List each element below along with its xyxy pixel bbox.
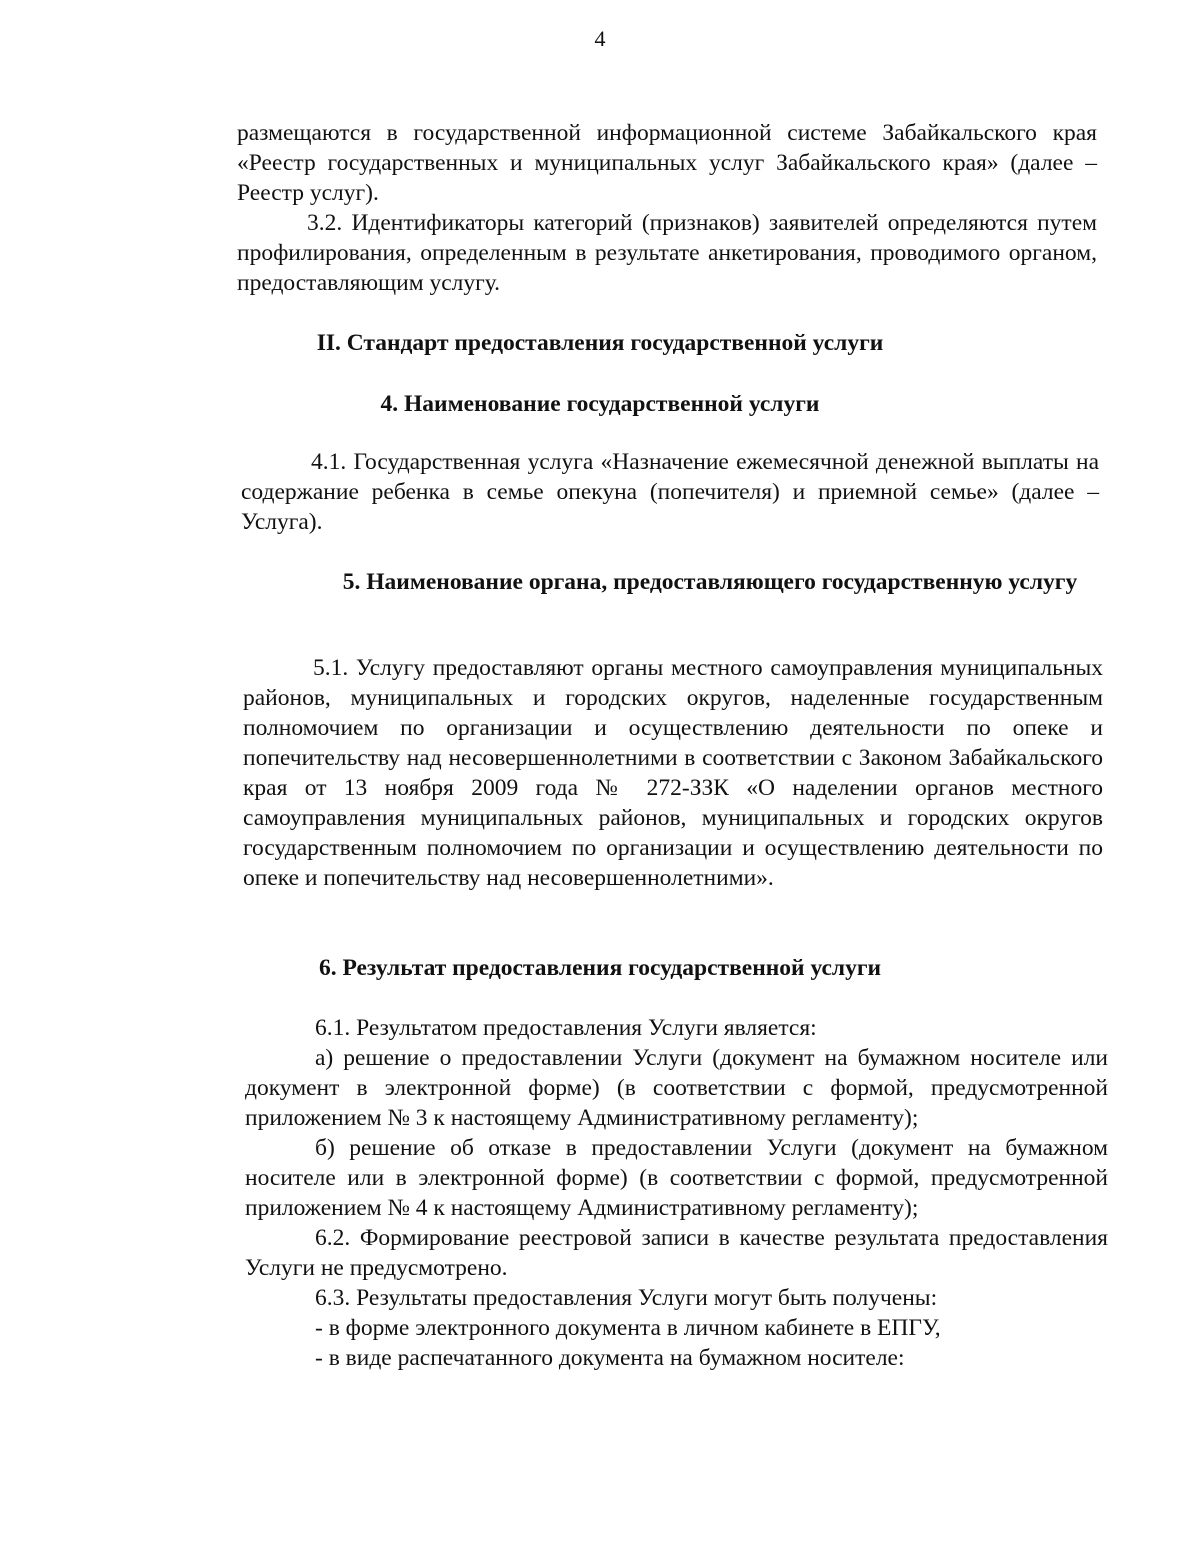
paragraph-6-3: 6.3. Результаты предоставления Услуги могут быть получены: <box>315 1285 938 1311</box>
paragraph-3-2: 3.2. Идентификаторы категорий (признаков) заявителей определяются путем профилирования, определенным в результате анкетирования, проводимого органом, предоставляющим услугу. <box>237 210 1097 296</box>
list-item-electronic: - в форме электронного документа в личном кабинете в ЕПГУ, <box>315 1315 941 1341</box>
section-5-body <box>243 653 1103 893</box>
intro-block <box>237 118 1097 298</box>
page-number: 4 <box>594 26 606 51</box>
section-6-heading: 6. Результат предоставления государственной услуги <box>318 955 882 981</box>
section-5-heading: 5. Наименование органа, предоставляющего государственную услугу <box>342 569 1078 595</box>
section-6-body <box>245 1013 1108 1373</box>
section-4-heading: 4. Наименование государственной услуги <box>380 391 820 417</box>
paragraph-6-1-a: а) решение о предоставлении Услуги (документ на бумажном носителе или документ в электронной форме) (в соответствии с формой, предусмотренной приложением № 3 к настоящему Административному регламенту); <box>245 1045 1108 1131</box>
section-ii-heading: II. Стандарт предоставления государственной услуги <box>316 330 884 356</box>
paragraph-4-1: 4.1. Государственная услуга «Назначение ежемесячной денежной выплаты на содержание ребенка в семье опекуна (попечителя) и приемной семье» (далее – Услуга). <box>241 449 1099 535</box>
paragraph-6-1: 6.1. Результатом предоставления Услуги является: <box>315 1015 817 1041</box>
paragraph-6-1-b: б) решение об отказе в предоставлении Услуги (документ на бумажном носителе или в электронной форме) (в соответствии с формой, предусмотренной приложением № 4 к настоящему Административному регламенту); <box>245 1135 1108 1221</box>
list-item-paper: - в виде распечатанного документа на бумажном носителе: <box>315 1345 905 1371</box>
paragraph-6-2: 6.2. Формирование реестровой записи в качестве результата предоставления Услуги не предусмотрено. <box>245 1225 1108 1281</box>
paragraph-5-1: 5.1. Услугу предоставляют органы местного самоуправления муниципальных районов, муниципальных и городских округов, наделенные государственным полномочием по организации и осуществлению деятельности по опеке и попечительству над несовершеннолетними в соответствии с Законом Забайкальского края от 13 ноября 2009 года № 272-ЗЗК «О наделении органов местного самоуправления муниципальных районов, муниципальных и городских округов государственным полномочием по организации и осуществлению деятельности по опеке и попечительству над несовершеннолетними». <box>243 655 1103 891</box>
section-4-body <box>241 447 1099 537</box>
intro-paragraph-1: размещаются в государственной информационной системе Забайкальского края «Реестр государственных и муниципальных услуг Забайкальского края» (далее – Реестр услуг). <box>237 120 1097 206</box>
